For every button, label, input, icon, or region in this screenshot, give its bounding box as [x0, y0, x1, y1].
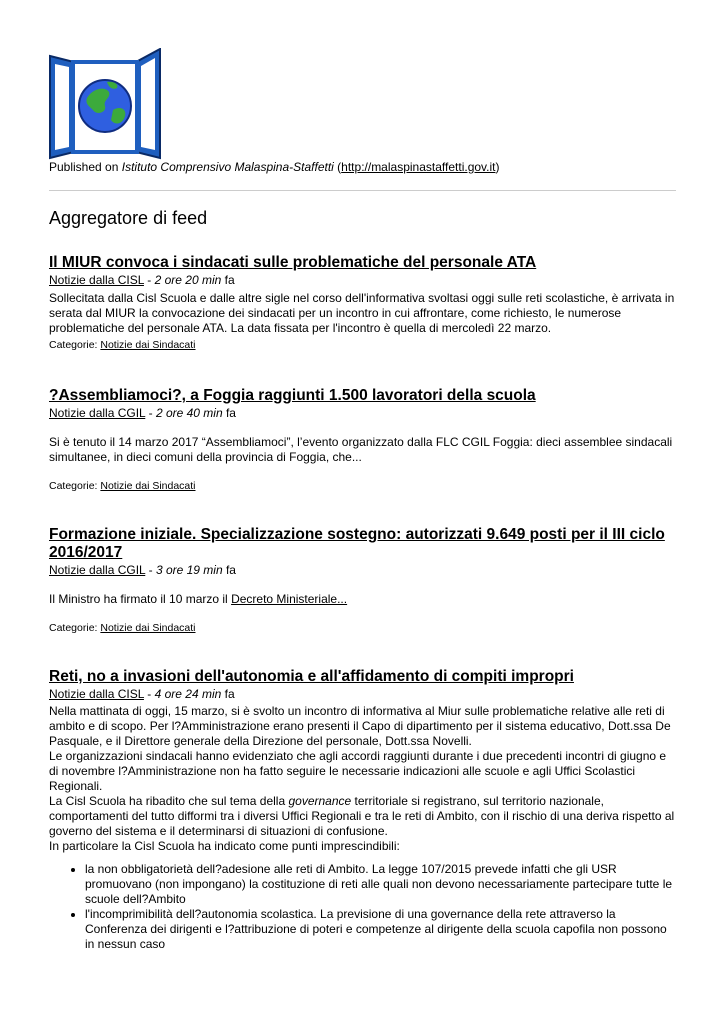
feed-item-title [49, 526, 676, 562]
feed-item-title [49, 387, 676, 405]
published-line: Published on Istituto Comprensivo Malaspina-Staffetti (http://malaspinastaffetti.gov.it) [49, 160, 500, 174]
body-text: territoriale si registrano, sul territorio nazionale, comportamenti del tutto difformi tra i diversi Uffici Regionali e tra le reti di Ambito, con il rischio di una deriva rispetto al governo del sistema e il determinarsi di situazioni di confusione. [49, 794, 675, 838]
feed-item-body: Si è tenuto il 14 marzo 2017 “Assembliamoci”, l’evento organizzato dalla FLC CGIL Foggia: dieci assemblee sindacali simultanee, in dieci comuni della provincia di Foggia, che... [49, 435, 673, 464]
feed-item [49, 668, 676, 952]
feed-item-title-link[interactable]: Il MIUR convoca i sindacati sulle problematiche del personale ATA [49, 254, 537, 271]
feed-item [49, 387, 676, 493]
feed-item-categories [49, 480, 676, 493]
body-paragraph: Le organizzazioni sindacali hanno evidenziato che agli accordi raggiunti durante i due precedenti incontri di giugno e di novembre l?Amministrazione non ha fatto seguire le necessarie indicazioni alle scuole e agli Uffici Scolastici Regionali. [49, 749, 667, 793]
feed-item-title-link[interactable]: Reti, no a invasioni dell'autonomia e all'affidamento di compiti impropri [49, 668, 574, 685]
feed-item-meta: Notizie dalla CGIL - 3 ore 19 min fa [49, 563, 236, 577]
categories-label: Categorie: [49, 480, 98, 492]
feed-item-categories [49, 339, 676, 352]
category-link[interactable]: Notizie dai Sindacati [100, 480, 196, 492]
feed-item-time-suffix: fa [222, 563, 236, 577]
body-paragraph: Nella mattinata di oggi, 15 marzo, si è svolto un incontro di informativa al Miur sulle problematiche relative alle reti di ambito e di scopo. Per l?Amministrazione erano presenti il Capo di dipartimento per il sistema educativo, Dott.ssa De Pasquale, e il Direttore generale della Direzione del personale, Dott.ssa Novelli. [49, 704, 671, 748]
feed-item-time: 2 ore 40 min [155, 406, 223, 420]
header-divider [49, 190, 676, 191]
feed-item-body-text: Il Ministro ha firmato il 10 marzo il [49, 592, 232, 606]
feed-source-link[interactable]: Notizie dalla CISL [49, 687, 144, 701]
list-item: • l'incomprimibilità dell?autonomia scolastica. La previsione di una governance della rete attraverso la Conferenza dei dirigenti e l?attribuzione di poteri e competenze al dirigente della scuola capofila non possono in nessun caso [85, 907, 676, 952]
body-emphasis: governance [288, 794, 352, 808]
published-prefix: Published on [49, 160, 122, 174]
categories-label: Categorie: [49, 622, 98, 634]
feed-item-meta: Notizie dalla CISL - 2 ore 20 min fa [49, 273, 235, 287]
feed-item-title-link[interactable]: ?Assembliamoci?, a Foggia raggiunti 1.500 lavoratori della scuola [49, 387, 536, 404]
bullet-list [49, 862, 676, 952]
category-link[interactable]: Notizie dai Sindacati [100, 622, 196, 634]
feed-item-time-suffix: fa [221, 273, 235, 287]
feed-item-time: 2 ore 20 min [154, 273, 222, 287]
page-title: Aggregatore di feed [49, 208, 208, 228]
body-paragraph [49, 794, 676, 839]
feed-item-body: Sollecitata dalla Cisl Scuola e dalle altre sigle nel corso dell'informativa svoltasi oggi sulle reti scolastiche, è arrivata in serata dal MIUR la convocazione dei sindacati per un incontro in cui affrontare, come richiesto, le numerose problematiche del personale ATA. La data fissata per l'incontro è quella di mercoledì 22 marzo. [49, 291, 675, 335]
decree-link[interactable]: Decreto Ministeriale... [231, 592, 348, 606]
feed-item-categories [49, 622, 676, 635]
list-item: • la non obbligatorietà dell?adesione alle reti di Ambito. La legge 107/2015 prevede infatti che gli USR promuovano (non impongano) la costituzione di reti alle quali non devono necessariamente partecipare tutte le scuole dell?Ambito [85, 862, 676, 907]
feed-item-title-link[interactable]: Formazione iniziale. Specializzazione sostegno: autorizzati 9.649 posti per il III ciclo 2016/2017 [49, 526, 665, 561]
feed-item-body [49, 592, 676, 607]
category-link[interactable]: Notizie dai Sindacati [100, 339, 196, 351]
feed-source-link[interactable]: Notizie dalla CISL [49, 273, 144, 287]
page [49, 48, 676, 952]
feed-item-body [49, 704, 676, 854]
feed-item [49, 526, 676, 635]
body-paragraph: In particolare la Cisl Scuola ha indicato come punti imprescindibili: [49, 839, 400, 853]
feed-item-title [49, 668, 676, 686]
feed-item-time-suffix: fa [222, 406, 236, 420]
feed-item-meta: Notizie dalla CGIL - 2 ore 40 min fa [49, 406, 236, 420]
globe-window-icon [49, 48, 161, 160]
body-text: La Cisl Scuola ha ribadito che sul tema della [49, 794, 289, 808]
feed-item-time-suffix: fa [221, 687, 235, 701]
categories-label: Categorie: [49, 339, 98, 351]
site-url-link[interactable]: http://malaspinastaffetti.gov.it [341, 160, 496, 174]
feed-item-time: 4 ore 24 min [154, 687, 222, 701]
feed-item-time: 3 ore 19 min [155, 563, 223, 577]
site-name: Istituto Comprensivo Malaspina-Staffetti [121, 160, 334, 174]
feed-source-link[interactable]: Notizie dalla CGIL [49, 563, 146, 577]
feed-item-meta: Notizie dalla CISL - 4 ore 24 min fa [49, 687, 235, 701]
feed-source-link[interactable]: Notizie dalla CGIL [49, 406, 146, 420]
feed-item [49, 254, 676, 352]
feed-item-title [49, 254, 676, 272]
